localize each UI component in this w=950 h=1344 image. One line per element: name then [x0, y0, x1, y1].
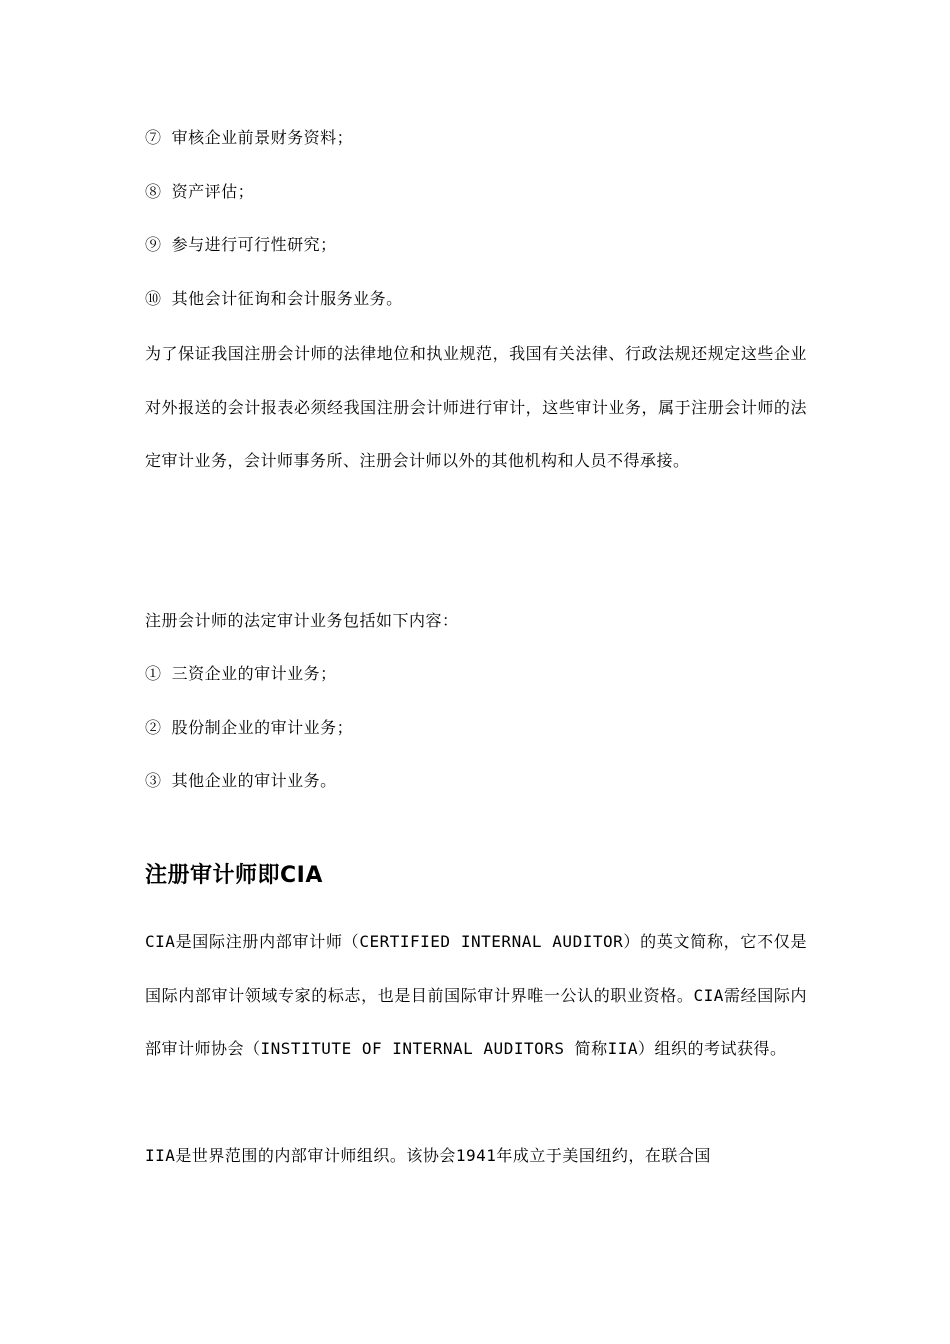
statutory-item-3: ③ 其他企业的审计业务。: [145, 771, 337, 790]
paragraph-iia: IIA是世界范围的内部审计师组织。该协会1941年成立于美国纽约，在联合国: [145, 1146, 711, 1165]
list-item-10: ⑩ 其他会计征询和会计服务业务。: [145, 289, 403, 308]
statutory-item-2: ② 股份制企业的审计业务；: [145, 718, 354, 737]
statutory-item-1: ① 三资企业的审计业务；: [145, 664, 337, 683]
list-item-9: ⑨ 参与进行可行性研究；: [145, 235, 337, 254]
list-item-8: ⑧ 资产评估；: [145, 182, 255, 201]
paragraph-cia: CIA是国际注册内部审计师（CERTIFIED INTERNAL AUDITOR）的英文简称，它不仅是国际内部审计领域专家的标志，也是目前国际审计界唯一公认的职业资格。CIA需经国际内部审计师协会（INSTITUTE OF INTERNAL AUDITORS 简称IIA）组织的考试获得。: [145, 932, 807, 1058]
statutory-audit-intro: 注册会计师的法定审计业务包括如下内容：: [145, 611, 459, 630]
paragraph-statutory-audit: 为了保证我国注册会计师的法律地位和执业规范，我国有关法律、行政法规还规定这些企业对外报送的会计报表必须经我国注册会计师进行审计，这些审计业务，属于注册会计师的法定审计业务，会计师事务所、注册会计师以外的其他机构和人员不得承接。: [145, 344, 807, 470]
list-item-7: ⑦ 审核企业前景财务资料；: [145, 128, 354, 147]
section-heading-cia: 注册审计师即CIA: [145, 863, 323, 888]
